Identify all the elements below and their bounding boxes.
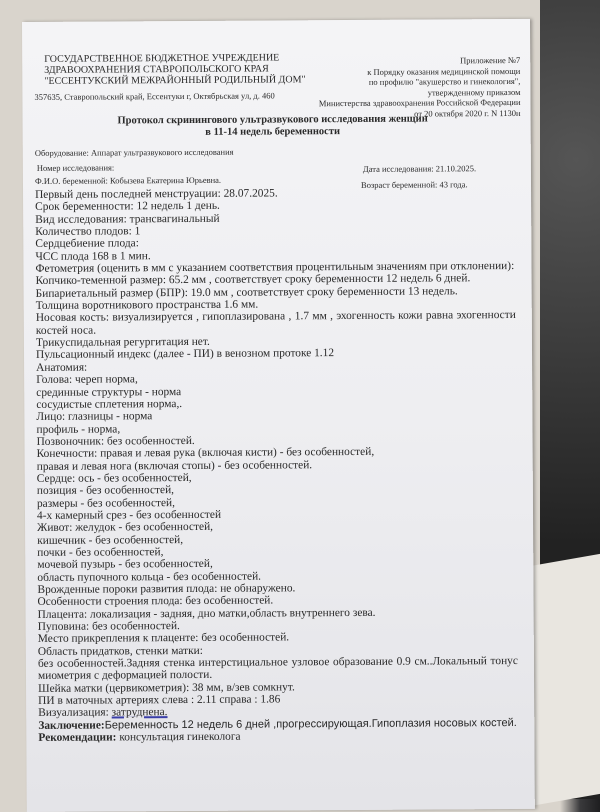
finding-line: Позвоночник: без особенностей. bbox=[36, 434, 195, 448]
protocol-body bbox=[35, 186, 518, 744]
finding-line: Плацента: локализация - задняя, дно матки,область внутреннего зева. bbox=[37, 606, 376, 621]
finding-line: Сердцебиение плода: bbox=[35, 237, 139, 251]
appendix-line: утвержденному приказом bbox=[427, 86, 521, 98]
appendix-line: от 20 октября 2020 г. N 1130н bbox=[414, 107, 521, 119]
finding-line: позиция - без особенностей, bbox=[36, 484, 175, 498]
study-date: Дата исследования: 21.10.2025. bbox=[362, 163, 477, 174]
organization-header bbox=[44, 52, 305, 87]
appendix-line: по профилю "акушерство и гинекология", bbox=[368, 75, 521, 87]
finding-line: Конечности: правая и левая рука (включая кисти) - без особенностей, bbox=[36, 446, 375, 461]
finding-line: кишечник - без особенностей, bbox=[37, 533, 184, 547]
finding-line: Пульсационный индекс (далее - ПИ) в венозном протоке 1.12 bbox=[36, 347, 335, 362]
finding-line: Вид исследования: трансвагинальный bbox=[35, 212, 220, 226]
finding-line: Голова: череп норма, bbox=[36, 373, 138, 387]
finding-line: Носовая кость: визуализируется , гипоплазирована , 1.7 мм , эхогенность кожи равна эхогенности костей носа. bbox=[35, 309, 516, 337]
finding-line: Анатомия: bbox=[36, 361, 88, 374]
finding-line: профиль - норма, bbox=[36, 422, 121, 436]
patient-name: Ф.И.О. беременной: Кобызева Екатерина Юрьевна. bbox=[34, 174, 222, 186]
finding-line: Бипариетальный размер (БПР): 19.0 мм , соответствует сроку беременности 13 недель. bbox=[35, 285, 458, 300]
finding-line: Первый день последней менструации: 28.07.2025. bbox=[35, 187, 278, 201]
org-line: ЗДРАВООХРАНЕНИЯ СТАВРОПОЛЬСКОГО КРАЯ bbox=[44, 63, 269, 76]
finding-line: Лицо: глазницы - норма bbox=[36, 410, 153, 424]
finding-line: Живот: желудок - без особенностей, bbox=[37, 521, 214, 535]
finding-line: срединные структуры - норма bbox=[36, 385, 182, 399]
finding-line: Трикуспидальная регургитация нет. bbox=[35, 335, 210, 350]
finding-line: ЧСС плода 168 в 1 мин. bbox=[35, 249, 151, 263]
org-line: ГОСУДАРСТВЕННОЕ БЮДЖЕТНОЕ УЧРЕЖДЕНИЕ bbox=[44, 52, 280, 65]
finding-line: Пуповина: без особенностей. bbox=[37, 620, 180, 633]
conclusion-label: Заключение: bbox=[38, 719, 105, 732]
recommendations-line bbox=[38, 729, 518, 744]
findings-list bbox=[35, 186, 518, 707]
finding-line: Особенности строения плода: без особенностей. bbox=[37, 594, 274, 609]
finding-line: Место прикрепления к плаценте: без особенностей. bbox=[37, 631, 290, 646]
finding-line: Срок беременности: 12 недель 1 день. bbox=[35, 200, 220, 214]
visualization-label: Визуализация: bbox=[38, 706, 112, 720]
finding-line: мочевой пузырь - без особенностей, bbox=[37, 558, 213, 572]
title-line: Протокол скринингового ультразвукового исследования женщин bbox=[117, 113, 428, 127]
conclusion-value: Беременность 12 недель 6 дней ,прогрессирующая.Гипоплазия носовых костей. bbox=[104, 716, 517, 732]
organization-address: 357635, Ставропольский край, Ессентуки г, Октябрьская ул, д. 460 bbox=[34, 90, 275, 102]
finding-line: Фетометрия (оценить в мм с указанием соответствия процентильным значениям при отклонении): bbox=[35, 260, 515, 275]
visualization-value: затруднена. bbox=[111, 706, 168, 719]
finding-line: ПИ в маточных артериях слева : 2.11 справа : 1.86 bbox=[38, 693, 281, 708]
document-page bbox=[22, 19, 535, 812]
appendix-note bbox=[319, 55, 521, 119]
equipment: Оборудование: Аппарат ультразвукового исследования bbox=[34, 146, 234, 158]
appendix-line: к Порядку оказания медицинской помощи bbox=[367, 65, 521, 77]
finding-line: Количество плодов: 1 bbox=[35, 225, 141, 238]
document-title bbox=[23, 113, 523, 140]
org-line: "ЕССЕНТУКСКИЙ МЕЖРАЙОННЫЙ РОДИЛЬНЫЙ ДОМ" bbox=[44, 74, 306, 87]
finding-line: размеры - без особенностей, bbox=[36, 496, 175, 510]
finding-line: область пупочного кольца - без особенностей. bbox=[37, 570, 262, 584]
finding-line: 4-х камерный срез - без особенностей bbox=[36, 508, 222, 522]
appendix-line: Министерства здравоохранения Российской Федерации bbox=[318, 96, 521, 109]
patient-age: Возраст беременной: 43 года. bbox=[360, 179, 468, 190]
finding-line: Область придатков, стенки матки: bbox=[37, 644, 203, 658]
study-number: Номер исследования: bbox=[36, 162, 115, 173]
finding-line: правая и левая нога (включая стопы) - без особенностей. bbox=[36, 458, 313, 473]
finding-line: Врожденные пороки развития плода: не обнаружено. bbox=[37, 582, 296, 596]
finding-line: без особенностей.Задняя стенка интерстициальное узловое образование 0.9 см..Локальный тонус миометрия с деформацией полости. bbox=[37, 655, 518, 683]
finding-line: Толщина воротникового пространства 1.6 мм. bbox=[35, 298, 259, 313]
finding-line: Шейка матки (цервикометрия): 38 мм, в/зев сомкнут. bbox=[38, 681, 295, 695]
papers-under-document bbox=[530, 554, 600, 806]
title-line: в 11-14 недель беременности bbox=[205, 126, 341, 138]
finding-line: Копчико-теменной размер: 65.2 мм , соответствует сроку беременности 12 недель 6 дней. bbox=[35, 272, 471, 288]
appendix-line: Приложение №7 bbox=[460, 54, 521, 66]
recommendations-label: Рекомендации: bbox=[38, 731, 117, 745]
recommendations-value: консультация гинеколога bbox=[116, 730, 241, 744]
finding-line: Сердце: ось - без особенностей, bbox=[36, 471, 192, 485]
finding-line: почки - без особенностей, bbox=[37, 546, 164, 559]
finding-line: сосудистые сплетения норма,. bbox=[36, 397, 183, 411]
